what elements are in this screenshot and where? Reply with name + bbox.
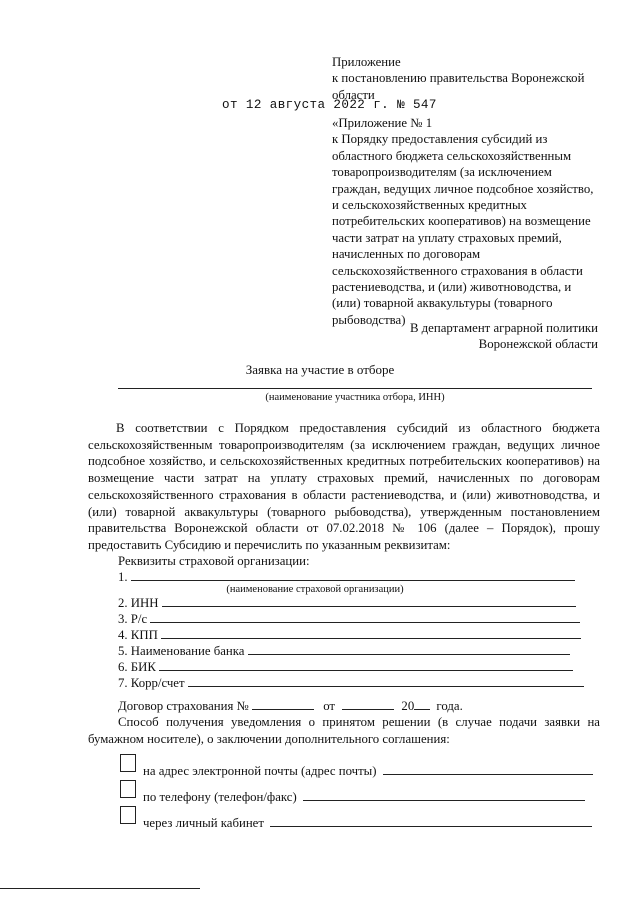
contract-year-suffix: года. bbox=[436, 699, 463, 713]
requisite-label: 4. КПП bbox=[118, 628, 158, 642]
requisite-row-corr bbox=[118, 675, 588, 691]
bik-field[interactable] bbox=[159, 659, 573, 671]
annex-line: граждан, ведущих личное подсобное хозяйство, bbox=[332, 181, 594, 196]
annex-line: части затрат на уплату страховых премий, bbox=[332, 230, 562, 245]
option-label: по телефону (телефон/факс) bbox=[143, 790, 297, 804]
addressee-block bbox=[410, 320, 598, 353]
requisite-row-account bbox=[118, 611, 588, 627]
insurer-name-field[interactable] bbox=[131, 569, 575, 581]
requisite-label: 3. Р/с bbox=[118, 612, 148, 626]
contract-year-prefix: 20 bbox=[401, 699, 415, 713]
approval-line: области bbox=[332, 87, 375, 102]
requisite-row-bik bbox=[118, 659, 588, 675]
annex-line: к Порядку предоставления субсидий из bbox=[332, 132, 548, 147]
cabinet-field[interactable] bbox=[270, 815, 592, 827]
requisite-label: 5. Наименование банка bbox=[118, 644, 245, 658]
contract-date-field[interactable] bbox=[342, 698, 394, 710]
annex-line: начисленных по договорам bbox=[332, 247, 481, 262]
email-checkbox[interactable] bbox=[120, 754, 136, 772]
decree-line: от 12 августа 2022 г. № 547 bbox=[222, 98, 437, 112]
footnote-separator bbox=[0, 888, 200, 889]
annex-line: потребительских кооперативов) на возмещение bbox=[332, 214, 591, 229]
requisites-heading: Реквизиты страховой организации: bbox=[118, 554, 310, 568]
requisite-row-kpp bbox=[118, 627, 588, 643]
annex-line: областного бюджета сельскохозяйственным bbox=[332, 148, 572, 163]
requisite-label: 7. Корр/счет bbox=[118, 676, 185, 690]
requisite-row-inn bbox=[118, 595, 588, 611]
contract-label: Договор страхования № bbox=[118, 699, 249, 713]
annex-line: товаропроизводителям (за исключением bbox=[332, 165, 552, 180]
phone-checkbox[interactable] bbox=[120, 780, 136, 798]
requisite-row-bank bbox=[118, 643, 588, 659]
requisite-label: 2. ИНН bbox=[118, 596, 159, 610]
addressee-line: В департамент аграрной политики bbox=[409, 321, 598, 335]
approval-line: Приложение bbox=[332, 55, 401, 69]
request-paragraph bbox=[88, 420, 600, 554]
approval-block bbox=[332, 54, 622, 103]
insurer-caption: (наименование страховой организации) bbox=[226, 584, 404, 595]
contract-number-field[interactable] bbox=[252, 698, 314, 710]
annex-block bbox=[332, 115, 622, 328]
option-email bbox=[143, 763, 593, 779]
inn-field[interactable] bbox=[162, 595, 576, 607]
annex-line: растениеводства, и (или) животноводства, и bbox=[332, 280, 572, 295]
contract-row bbox=[118, 698, 588, 714]
annex-line: (или) товарной аквакультуры (товарного bbox=[332, 296, 553, 311]
notification-text: Способ получения уведомления о принятом решении (в случае подачи заявки на бумажном носителе), о заключении дополнительного соглашения: bbox=[88, 715, 600, 747]
form-title: Заявка на участие в отборе bbox=[245, 362, 395, 377]
contract-from: от bbox=[323, 699, 336, 713]
bank-name-field[interactable] bbox=[248, 643, 570, 655]
account-field[interactable] bbox=[150, 611, 580, 623]
option-phone bbox=[143, 789, 585, 805]
email-address-field[interactable] bbox=[383, 763, 593, 775]
contract-year-field[interactable] bbox=[414, 698, 430, 710]
notification-paragraph bbox=[88, 714, 600, 748]
requisite-label: 6. БИК bbox=[118, 660, 156, 674]
request-text: В соответствии с Порядком предоставления субсидий из областного бюджета сельскохозяйственным товаропроизводителям (за исключением граждан, ведущих личное подсобное хозяйство, и сельскохозяйственных кредитных потребительских кооперативов) на возмещение части затрат на уплату страховых премий, начисленных по договорам сельскохозяйственного страхования в области растениеводства, и (или) животноводства, и (или) товарной аквакультуры (товарного рыбоводства), утвержденным постановлением правительства Воронежской области от 07.02.2018 № 106 (далее – Порядок), прошу предоставить Субсидию и перечислить по указанным реквизитам: bbox=[88, 421, 600, 552]
cabinet-checkbox[interactable] bbox=[120, 806, 136, 824]
annex-line: «Приложение № 1 bbox=[332, 116, 433, 130]
option-label: на адрес электронной почты (адрес почты) bbox=[143, 764, 377, 778]
requisite-label: 1. bbox=[118, 570, 128, 584]
annex-line: рыбоводства) bbox=[332, 312, 406, 327]
option-label: через личный кабинет bbox=[143, 816, 264, 830]
annex-line: и сельскохозяйственных кредитных bbox=[332, 198, 527, 213]
option-cabinet bbox=[143, 815, 592, 831]
phone-field[interactable] bbox=[303, 789, 585, 801]
participant-caption: (наименование участника отбора, ИНН) bbox=[265, 392, 445, 403]
annex-line: сельскохозяйственного страхования в области bbox=[332, 263, 583, 278]
requisite-row-1 bbox=[118, 569, 588, 585]
addressee-line: Воронежской области bbox=[478, 337, 598, 352]
approval-line: к постановлению правительства Воронежской bbox=[332, 71, 585, 86]
kpp-field[interactable] bbox=[161, 627, 581, 639]
corr-account-field[interactable] bbox=[188, 675, 584, 687]
participant-name-field[interactable] bbox=[118, 388, 592, 389]
